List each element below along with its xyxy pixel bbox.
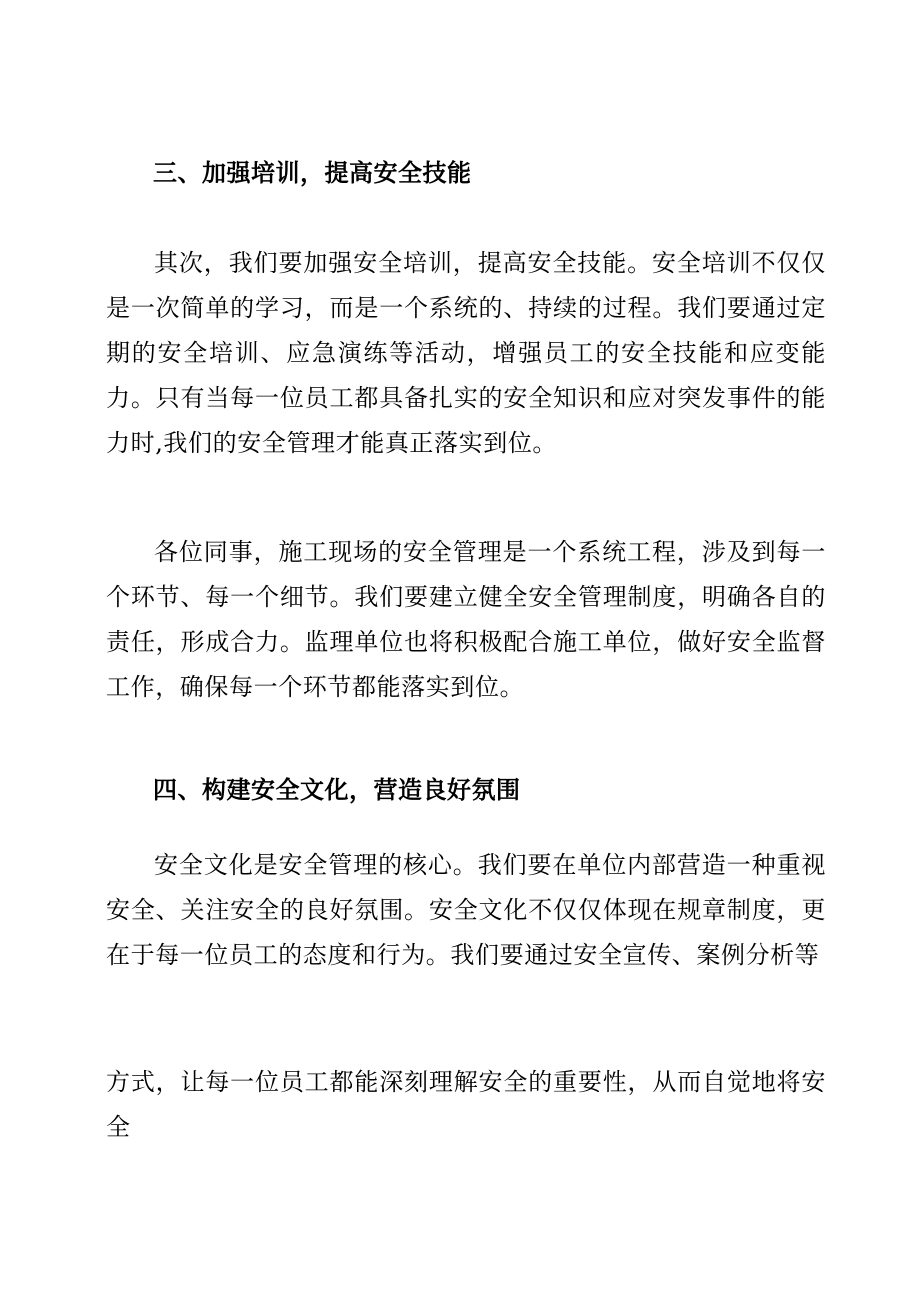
paragraph-culture: 安全文化是安全管理的核心。我们要在单位内部营造一种重视安全、关注安全的良好氛围。安全文化不仅仅体现在规章制度，更在于每一位员工的态度和行为。我们要通过安全宣传、案例分析等 bbox=[106, 851, 826, 969]
paragraph-training: 其次，我们要加强安全培训，提高安全技能。安全培训不仅仅是一次简单的学习，而是一个系统的、持续的过程。我们要通过定期的安全培训、应急演练等活动，增强员工的安全技能和应变能力。只有当每一位员工都具备扎实的安全知识和应对突发事件的能力时,我们的安全管理才能真正落实到位。 bbox=[106, 249, 826, 457]
section-heading-training: 三、加强培训，提高安全技能 bbox=[153, 158, 472, 187]
paragraph-culture-continued: 方式，让每一位员工都能深刻理解安全的重要性，从而自觉地将安全 bbox=[106, 1068, 826, 1141]
paragraph-colleagues: 各位同事，施工现场的安全管理是一个系统工程，涉及到每一个环节、每一个细节。我们要建立健全安全管理制度，明确各自的责任，形成合力。监理单位也将积极配合施工单位，做好安全监督工作，确保每一个环节都能落实到位。 bbox=[106, 538, 826, 701]
section-heading-culture: 四、构建安全文化，营造良好氛围 bbox=[153, 775, 521, 804]
